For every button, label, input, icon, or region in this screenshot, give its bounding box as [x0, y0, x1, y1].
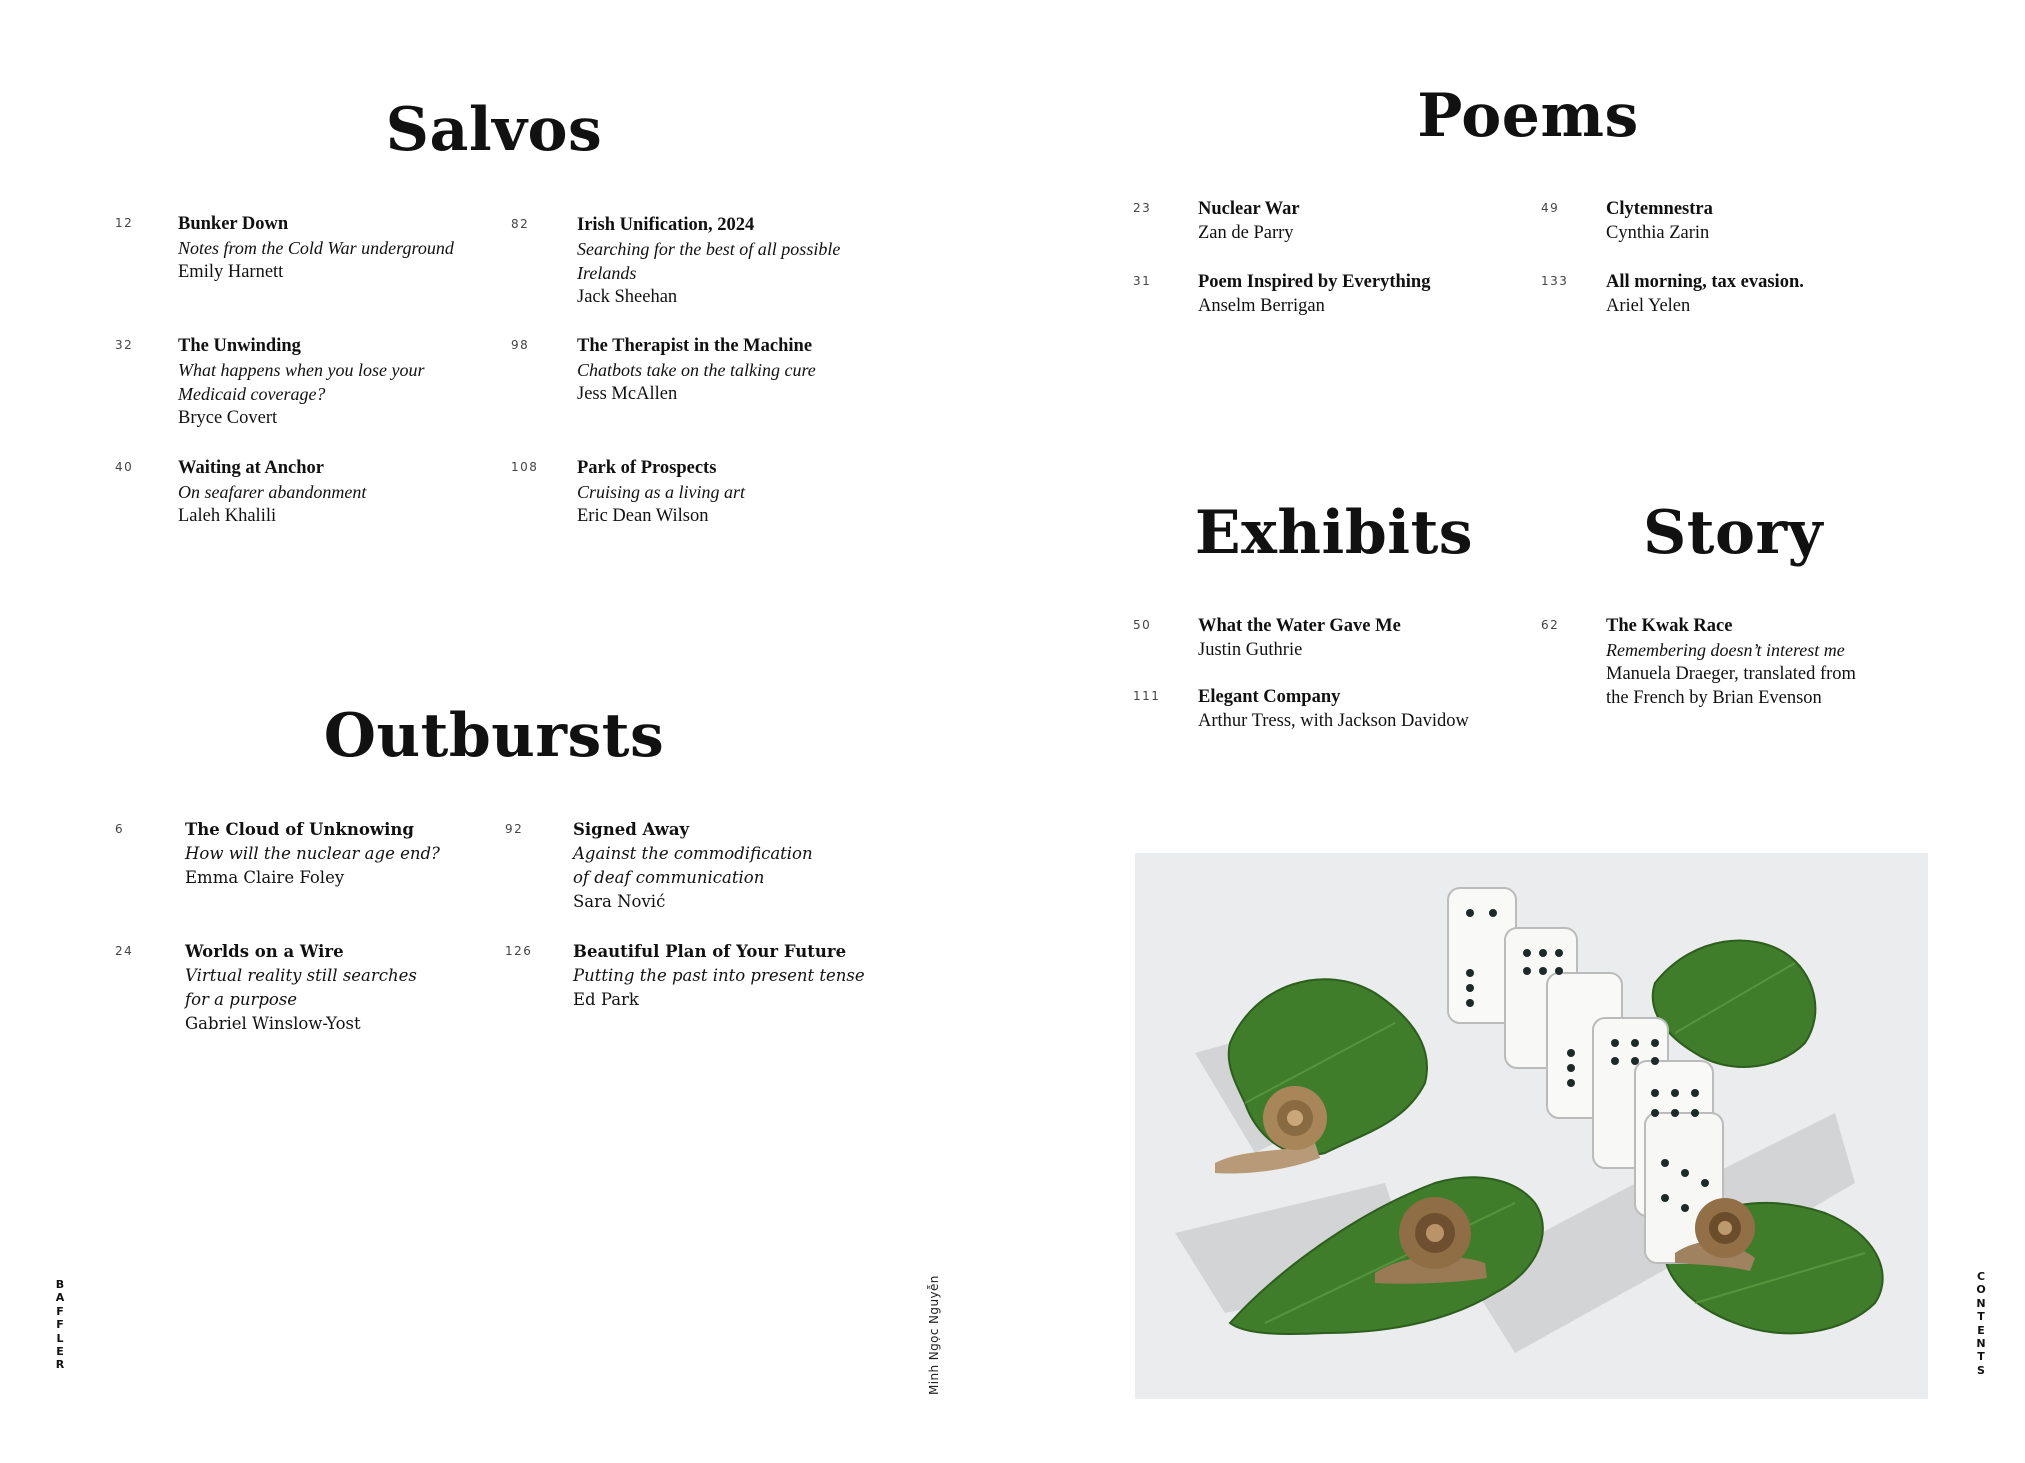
entry-author: Manuela Draeger, translated from the French by Brian Evenson: [1606, 664, 1856, 708]
outbursts-heading: Outbursts: [323, 701, 665, 771]
entry-title: Irish Unification, 2024: [577, 215, 755, 235]
entry-subtitle: What happens when you lose your Medicaid coverage?: [178, 360, 425, 404]
entry-title: The Unwinding: [178, 336, 301, 356]
entry-title: The Therapist in the Machine: [577, 336, 813, 356]
entry-author: Gabriel Winslow-Yost: [185, 1014, 361, 1033]
page-number: 31: [1133, 274, 1152, 288]
entry-subtitle: Searching for the best of all possible Irelands: [577, 239, 841, 283]
entry-subtitle: Cruising as a living art: [577, 482, 746, 502]
entry-author: Arthur Tress, with Jackson Davidow: [1198, 711, 1469, 731]
story-heading: Story: [1642, 498, 1824, 568]
page-number: 23: [1133, 201, 1152, 215]
page-number: 111: [1133, 689, 1161, 703]
entry-author: Eric Dean Wilson: [577, 506, 709, 526]
entry-subtitle: Remembering doesn’t interest me: [1606, 640, 1845, 660]
entry-title: Elegant Company: [1198, 687, 1341, 707]
page-number: 6: [115, 822, 125, 836]
entry-title: All morning, tax evasion.: [1606, 272, 1804, 292]
entry-title: Nuclear War: [1198, 199, 1300, 219]
entry-subtitle: Virtual reality still searches for a purpose: [185, 966, 417, 1009]
salvos-heading: Salvos: [385, 95, 603, 165]
entry-title: Clytemnestra: [1606, 199, 1713, 219]
entry-subtitle: Chatbots take on the talking cure: [577, 360, 816, 380]
page-number: 92: [505, 822, 524, 836]
entry-title: The Cloud of Unknowing: [185, 820, 414, 839]
page-number: 32: [115, 338, 134, 352]
entry-title: Worlds on a Wire: [185, 942, 344, 961]
entry-subtitle: On seafarer abandonment: [178, 482, 367, 502]
entry-author: Jack Sheehan: [577, 287, 678, 307]
page-number: 126: [505, 944, 533, 958]
exhibits-heading: Exhibits: [1194, 498, 1474, 568]
entry-title: Bunker Down: [178, 214, 289, 234]
entry-author: Bryce Covert: [178, 408, 278, 428]
entry-author: Anselm Berrigan: [1198, 296, 1325, 316]
page-number: 82: [511, 217, 530, 231]
entry-title: What the Water Gave Me: [1198, 616, 1401, 636]
contents-vertical-label: C O N T E N T S: [1976, 1270, 1986, 1377]
page-number: 108: [511, 460, 539, 474]
entry-author: Zan de Parry: [1198, 223, 1294, 243]
entry-title: The Kwak Race: [1606, 616, 1733, 636]
dominoes-snails-image: [1135, 853, 1928, 1399]
entry-title: Waiting at Anchor: [178, 458, 324, 478]
page-number: 98: [511, 338, 530, 352]
entry-author: Jess McAllen: [577, 384, 678, 404]
page-number: 12: [115, 216, 134, 230]
entry-subtitle: Against the commodification of deaf communication: [573, 844, 813, 887]
page-number: 50: [1133, 618, 1152, 632]
entry-title: Park of Prospects: [577, 458, 717, 478]
baffler-vertical-label: B A F F L E R: [55, 1278, 65, 1372]
entry-title: Signed Away: [573, 820, 690, 839]
entry-subtitle: How will the nuclear age end?: [185, 844, 440, 863]
entry-title: Beautiful Plan of Your Future: [573, 942, 847, 961]
page-number: 40: [115, 460, 134, 474]
entry-author: Laleh Khalili: [178, 506, 277, 526]
entry-subtitle: Putting the past into present tense: [573, 966, 865, 985]
entry-subtitle: Notes from the Cold War underground: [178, 238, 454, 258]
entry-title: Poem Inspired by Everything: [1198, 272, 1431, 292]
entry-author: Cynthia Zarin: [1606, 223, 1710, 243]
page-number: 62: [1541, 618, 1560, 632]
page-number: 49: [1541, 201, 1560, 215]
entry-author: Ed Park: [573, 990, 639, 1009]
entry-author: Ariel Yelen: [1606, 296, 1691, 316]
entry-author: Sara Nović: [573, 892, 666, 911]
entry-author: Justin Guthrie: [1198, 640, 1303, 660]
page-number: 133: [1541, 274, 1569, 288]
poems-heading: Poems: [1417, 81, 1639, 151]
entry-author: Emily Harnett: [178, 262, 284, 282]
entry-author: Emma Claire Foley: [185, 868, 345, 887]
page-number: 24: [115, 944, 134, 958]
photo-credit: Minh Ngọc Nguyễn: [927, 1275, 941, 1395]
contents-photo: [1135, 853, 1928, 1399]
